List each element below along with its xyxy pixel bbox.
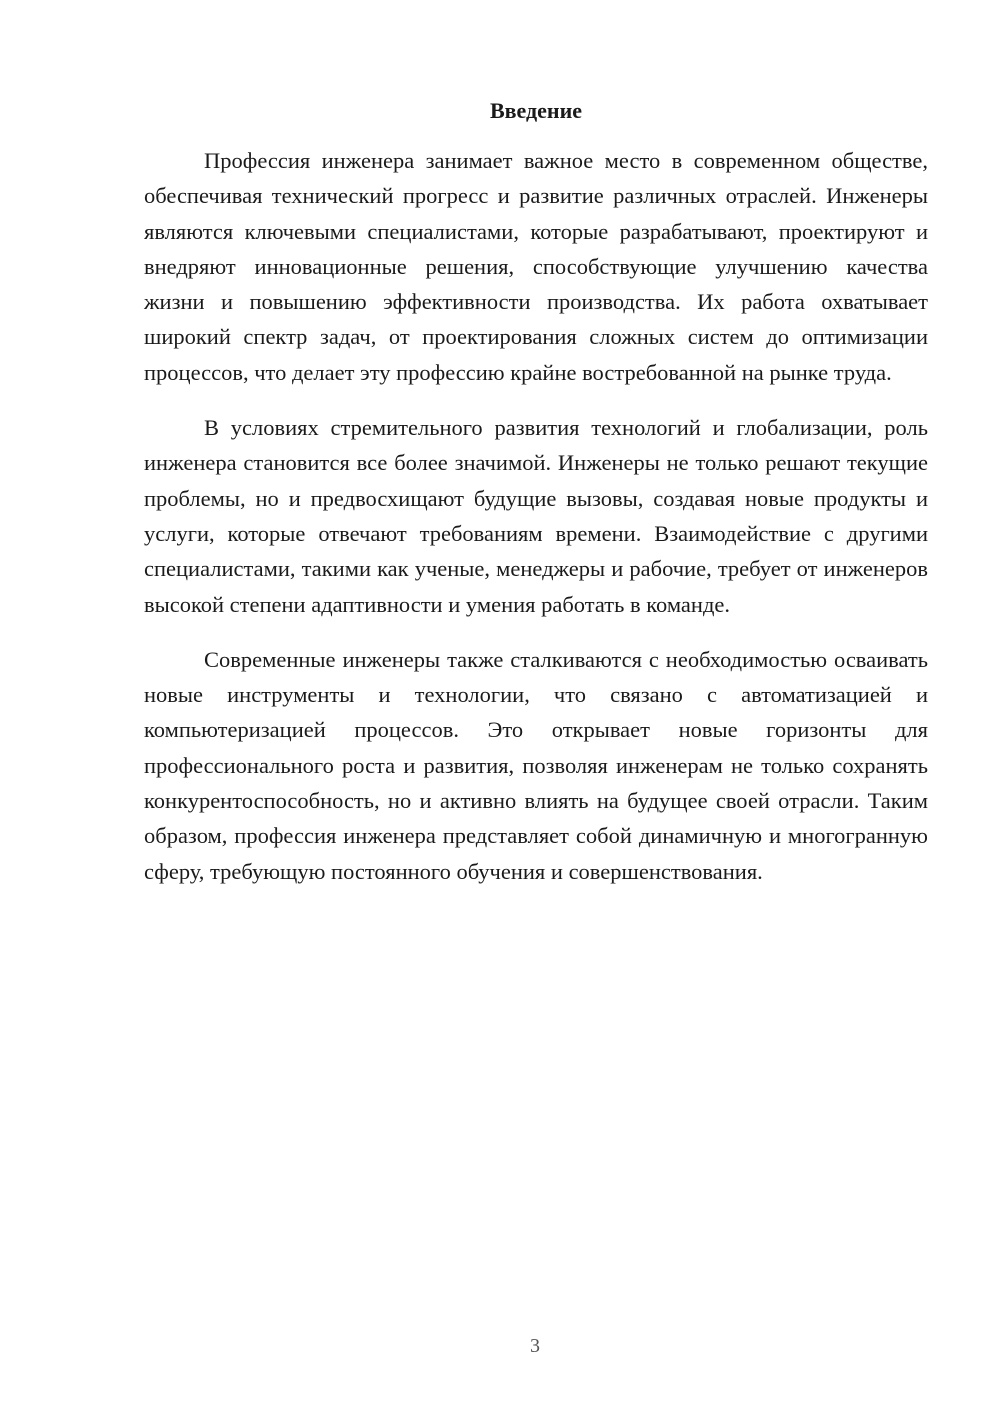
page-number: 3 [530,1335,540,1357]
page-title: Введение [489,98,583,123]
document-body [144,143,928,909]
paragraph-2: В условиях стремительного развития технологий и глобализации, роль инженера становится все более значимой. Инженеры не только решают текущие проблемы, но и предвосхищают будущие вызовы, создавая новые продукты и услуги, которые отвечают требованиям времени. Взаимодействие с другими специалистами, такими как ученые, менеджеры и рабочие, требует от инженеров высокой степени адаптивности и умения работать в команде. [144,415,928,617]
paragraph-3: Современные инженеры также сталкиваются с необходимостью осваивать новые инструменты и технологии, что связано с автоматизацией и компьютеризацией процессов. Это открывает новые горизонты для профессионального роста и развития, позволяя инженерам не только сохранять конкурентоспособность, но и активно влиять на будущее своей отрасли. Таким образом, профессия инженера представляет собой динамичную и многогранную сферу, требующую постоянного обучения и совершенствования. [144,646,928,884]
paragraph-1: Профессия инженера занимает важное место в современном обществе, обеспечивая технический прогресс и развитие различных отраслей. Инженеры являются ключевыми специалистами, которые разрабатывают, проектируют и внедряют инновационные решения, способствующие улучшению качества жизни и повышению эффективности производства. Их работа охватывает широкий спектр задач, от проектирования сложных систем до оптимизации процессов, что делает эту профессию крайне востребованной на рынке труда. [144,148,928,385]
